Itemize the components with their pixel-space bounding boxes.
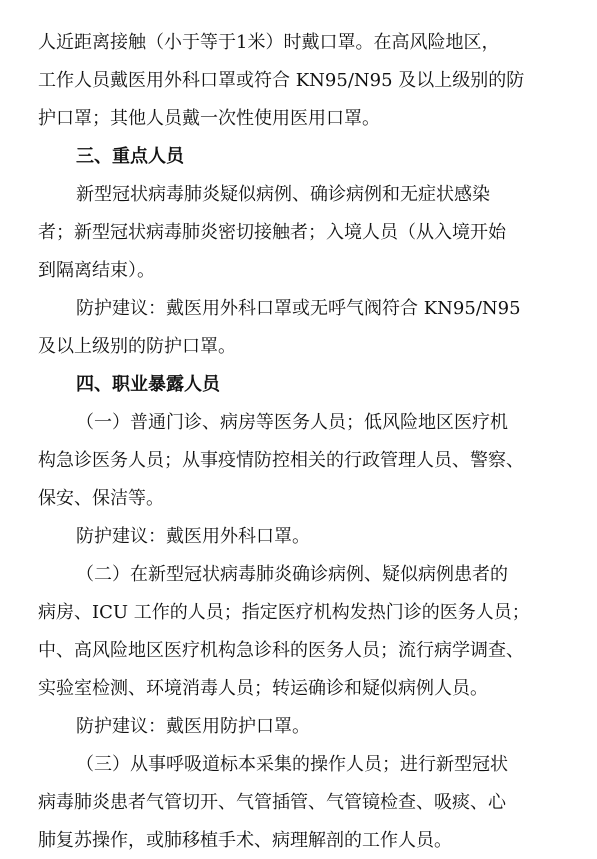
text-line: （三）从事呼吸道标本采集的操作人员；进行新型冠状 (76, 754, 508, 775)
text-line: 肺复苏操作，或肺移植手术、病理解剖的工作人员。 (38, 830, 452, 851)
text-line: 病房、ICU 工作的人员；指定医疗机构发热门诊的医务人员； (38, 602, 530, 623)
text-line: （一）普通门诊、病房等医务人员；低风险地区医疗机 (76, 412, 508, 433)
text-line: 到隔离结束）。 (38, 260, 155, 281)
text-line: 者；新型冠状病毒肺炎密切接触者；入境人员（从入境开始 (38, 222, 506, 243)
text-line: 护口罩；其他人员戴一次性使用医用口罩。 (38, 108, 380, 129)
text-line: （二）在新型冠状病毒肺炎确诊病例、疑似病例患者的 (76, 564, 508, 585)
text-line: 及以上级别的防护口罩。 (38, 336, 236, 357)
section-heading: 四、职业暴露人员 (76, 374, 220, 395)
text-line: 防护建议：戴医用防护口罩。 (76, 716, 310, 737)
text-line: 中、高风险地区医疗机构急诊科的医务人员；流行病学调查、 (38, 640, 524, 661)
text-line: 病毒肺炎患者气管切开、气管插管、气管镜检查、吸痰、心 (38, 792, 506, 813)
text-line: 保安、保洁等。 (38, 488, 164, 509)
text-line: 防护建议：戴医用外科口罩。 (76, 526, 310, 547)
text-line: 人近距离接触（小于等于1米）时戴口罩。在高风险地区， (38, 32, 500, 53)
text-line: 防护建议：戴医用外科口罩或无呼气阀符合 KN95/N95 (76, 298, 521, 319)
text-line: 新型冠状病毒肺炎疑似病例、确诊病例和无症状感染 (76, 184, 490, 205)
text-line: 构急诊医务人员；从事疫情防控相关的行政管理人员、警察、 (38, 450, 524, 471)
section-heading: 三、重点人员 (76, 146, 184, 167)
text-line: 工作人员戴医用外科口罩或符合 KN95/N95 及以上级别的防 (38, 70, 525, 91)
text-line: 实验室检测、环境消毒人员；转运确诊和疑似病例人员。 (38, 678, 488, 699)
